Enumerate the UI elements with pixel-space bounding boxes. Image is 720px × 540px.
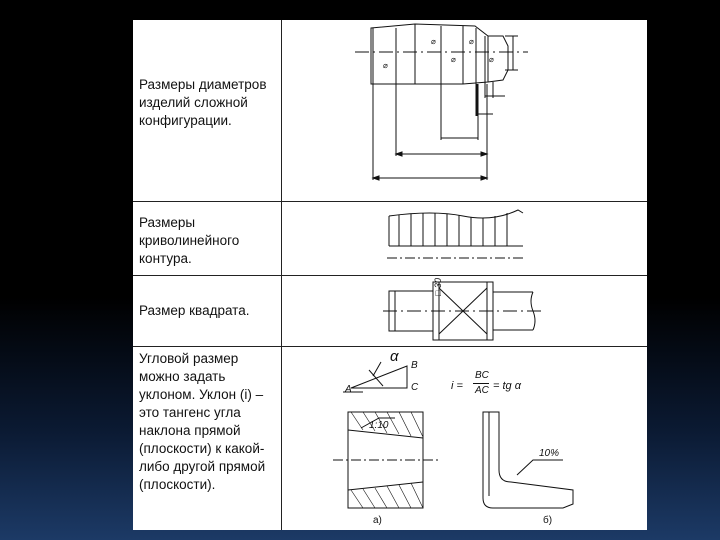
caption-a: а) [373, 515, 382, 526]
svg-text:⌀: ⌀ [383, 61, 388, 70]
svg-text:⌀: ⌀ [469, 37, 474, 46]
square-drawing [383, 282, 543, 340]
square-dim-label: □ 30 [433, 278, 443, 296]
slope-triangle-drawing [343, 362, 407, 392]
document-sheet [133, 20, 647, 530]
row-2-text: Размеры криволинейного контура. [139, 215, 240, 266]
slope-ratio-label: 1:10 [369, 420, 389, 431]
technical-drawings [133, 20, 647, 530]
angle-profile-drawing-b [483, 412, 573, 508]
slope-percent-label: 10% [539, 448, 560, 459]
diameters-drawing [355, 24, 528, 180]
formula-i: i = [451, 380, 463, 392]
row-3-text: Размер квадрата. [139, 303, 250, 318]
svg-text:⌀: ⌀ [431, 37, 436, 46]
caption-b: б) [543, 515, 553, 526]
formula-numerator: BC [475, 370, 489, 381]
point-b-label: B [411, 360, 418, 371]
svg-text:⌀: ⌀ [489, 55, 494, 64]
formula-denominator: AC [475, 385, 489, 396]
alpha-label: α [390, 348, 399, 365]
point-c-label: C [411, 382, 419, 393]
formula-tangent: = tg α [493, 380, 521, 392]
row-4-text: Угловой размер можно задать уклоном. Уклон (i) – это тангенс угла наклона прямой (плоскости) к какой-либо другой прямой (плоскости). [139, 351, 266, 492]
curvilinear-contour-drawing [387, 210, 525, 258]
formula-bar [473, 383, 489, 384]
svg-text:⌀: ⌀ [451, 55, 456, 64]
row-1-text: Размеры диаметров изделий сложной конфигурации. [139, 77, 267, 128]
point-a-label: A [345, 384, 352, 395]
